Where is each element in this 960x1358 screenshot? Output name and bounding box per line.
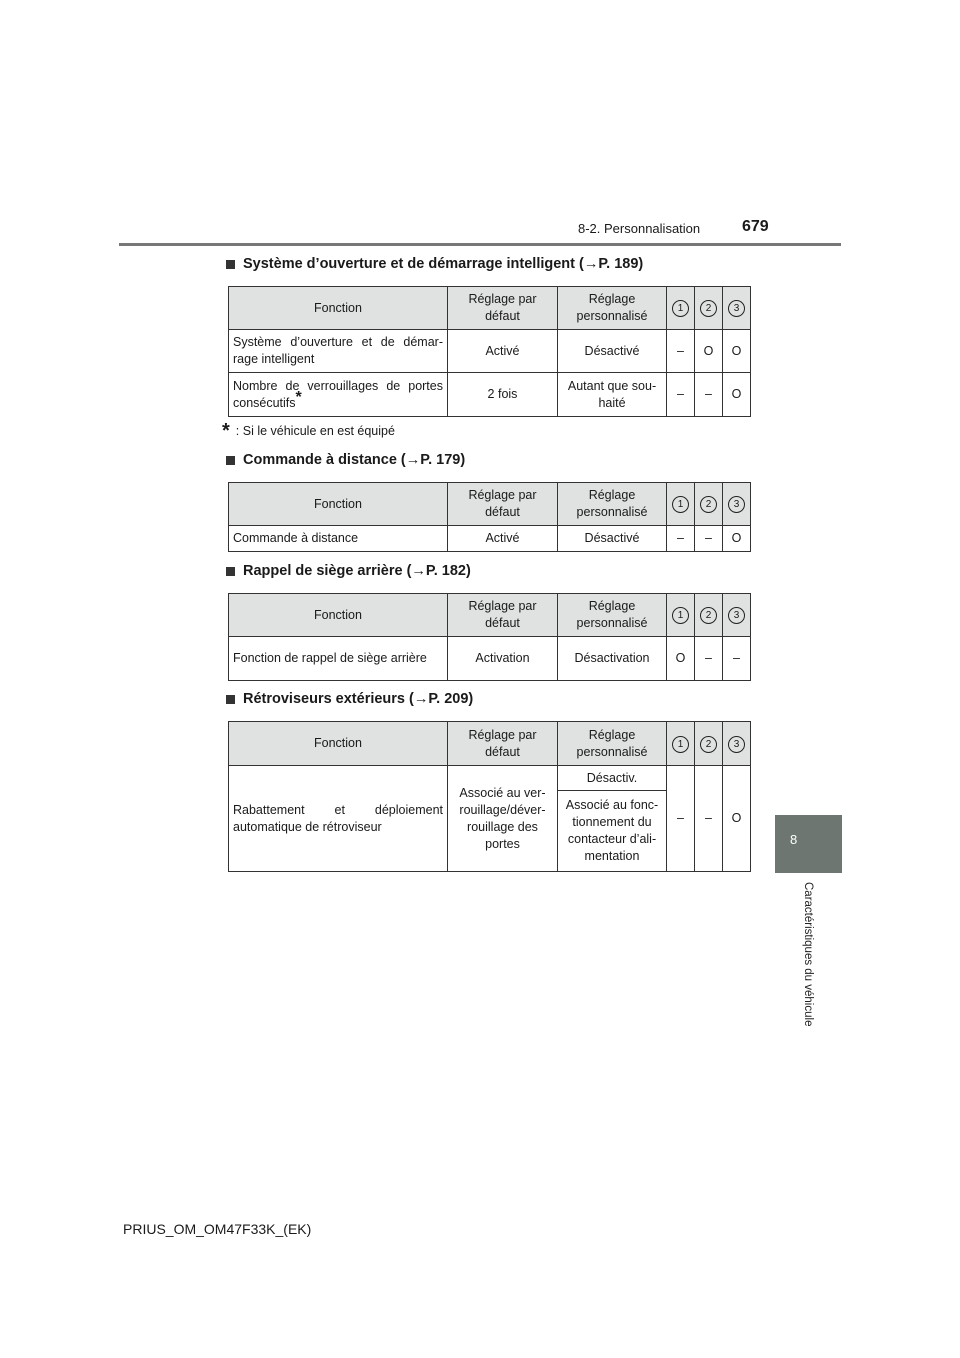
circled-2-icon: 2 <box>700 607 717 624</box>
cell-c2: – <box>695 373 723 417</box>
table-row <box>229 637 751 681</box>
cell-fonction: Fonction de rappel de siège arrière <box>229 637 448 681</box>
cell-c1: O <box>667 637 695 681</box>
header-col-2 <box>695 594 723 637</box>
header-col-1 <box>667 722 695 766</box>
chapter-tab-label: Caractéristiques du véhicule <box>802 882 814 1027</box>
square-bullet-icon <box>226 260 235 269</box>
cell-defaut: Activation <box>448 637 558 681</box>
chapter-tab <box>775 815 842 873</box>
cell-perso-a: Désactiv. <box>558 766 667 791</box>
header-fonction: Fonction <box>229 483 448 526</box>
table-row <box>229 526 751 552</box>
header-defaut: Réglage par défaut <box>448 483 558 526</box>
header-defaut: Réglage par défaut <box>448 594 558 637</box>
header-col-3 <box>723 722 751 766</box>
header-col-1 <box>667 483 695 526</box>
section-title: Commande à distance (→P. 179) <box>243 452 466 468</box>
cell-c2: – <box>695 766 723 872</box>
section-heading-rear-seat <box>226 563 471 579</box>
header-fonction: Fonction <box>229 287 448 330</box>
header-col-1 <box>667 287 695 330</box>
table-header-row <box>229 483 751 526</box>
square-bullet-icon <box>226 695 235 704</box>
circled-3-icon: 3 <box>728 607 745 624</box>
section-heading-remote <box>226 452 465 468</box>
settings-table-mirrors <box>228 721 751 872</box>
circled-1-icon: 1 <box>672 300 689 317</box>
cell-c2: – <box>695 526 723 552</box>
header-col-1 <box>667 594 695 637</box>
table-header-row <box>229 287 751 330</box>
circled-2-icon: 2 <box>700 300 717 317</box>
section-heading-mirrors <box>226 691 473 707</box>
chapter-tab-number: 8 <box>790 832 798 847</box>
asterisk-icon: * <box>222 420 230 442</box>
header-col-2 <box>695 483 723 526</box>
header-col-3 <box>723 594 751 637</box>
cell-c3: – <box>723 637 751 681</box>
header-perso: Réglage personnalisé <box>558 287 667 330</box>
footnote-text: : Si le véhicule en est équipé <box>235 424 395 438</box>
settings-table-rear-seat <box>228 593 751 681</box>
cell-perso: Autant que sou- haité <box>558 373 667 417</box>
cell-c2: O <box>695 330 723 373</box>
circled-2-icon: 2 <box>700 496 717 513</box>
circled-1-icon: 1 <box>672 496 689 513</box>
cell-c1: – <box>667 526 695 552</box>
cell-fonction: Système d’ouverture et de démar- rage intelligent <box>229 330 448 373</box>
table-row <box>229 330 751 373</box>
header-defaut: Réglage par défaut <box>448 722 558 766</box>
cell-fonction-text: Nombre de verrouillages de portes consécutifs <box>233 378 443 410</box>
circled-3-icon: 3 <box>728 736 745 753</box>
cell-defaut: Activé <box>448 330 558 373</box>
header-divider <box>119 243 841 246</box>
cell-defaut: 2 fois <box>448 373 558 417</box>
circled-2-icon: 2 <box>700 736 717 753</box>
table-row <box>229 766 751 791</box>
header-col-2 <box>695 722 723 766</box>
square-bullet-icon <box>226 456 235 465</box>
footnote-asterisk-icon: * <box>295 388 302 406</box>
cell-c3: O <box>723 766 751 872</box>
footnote <box>222 420 395 442</box>
header-defaut: Réglage par défaut <box>448 287 558 330</box>
circled-3-icon: 3 <box>728 300 745 317</box>
section-title: Rappel de siège arrière (→P. 182) <box>243 563 471 579</box>
cell-c3: O <box>723 330 751 373</box>
cell-perso: Désactivé <box>558 330 667 373</box>
cell-c2: – <box>695 637 723 681</box>
section-breadcrumb: 8-2. Personnalisation <box>578 221 701 236</box>
settings-table-smart-entry <box>228 286 751 417</box>
cell-perso: Désactivation <box>558 637 667 681</box>
section-heading-smart-entry <box>226 256 643 272</box>
header-fonction: Fonction <box>229 722 448 766</box>
settings-table-remote <box>228 482 751 552</box>
table-row <box>229 373 751 417</box>
circled-1-icon: 1 <box>672 736 689 753</box>
table-header-row <box>229 722 751 766</box>
section-title: Rétroviseurs extérieurs (→P. 209) <box>243 691 474 707</box>
cell-c1: – <box>667 330 695 373</box>
cell-perso: Désactivé <box>558 526 667 552</box>
circled-3-icon: 3 <box>728 496 745 513</box>
header-perso: Réglage personnalisé <box>558 483 667 526</box>
cell-c3: O <box>723 526 751 552</box>
document-id: PRIUS_OM_OM47F33K_(EK) <box>123 1221 312 1237</box>
header-col-3 <box>723 483 751 526</box>
cell-fonction: Rabattement et déploiement automatique de rétroviseur <box>229 766 448 872</box>
cell-fonction: Commande à distance <box>229 526 448 552</box>
cell-perso-b: Associé au fonc- tionnement du contacteur d’ali- mentation <box>558 791 667 872</box>
cell-defaut: Activé <box>448 526 558 552</box>
cell-c1: – <box>667 766 695 872</box>
cell-c3: O <box>723 373 751 417</box>
square-bullet-icon <box>226 567 235 576</box>
header-col-3 <box>723 287 751 330</box>
table-header-row <box>229 594 751 637</box>
header-perso: Réglage personnalisé <box>558 722 667 766</box>
cell-c1: – <box>667 373 695 417</box>
header-fonction: Fonction <box>229 594 448 637</box>
header-perso: Réglage personnalisé <box>558 594 667 637</box>
cell-defaut: Associé au ver- rouillage/déver- rouillage des portes <box>448 766 558 872</box>
header-col-2 <box>695 287 723 330</box>
section-title: Système d’ouverture et de démarrage intelligent (→P. 189) <box>243 256 644 272</box>
page-number: 679 <box>742 218 769 235</box>
circled-1-icon: 1 <box>672 607 689 624</box>
cell-fonction <box>229 373 448 417</box>
